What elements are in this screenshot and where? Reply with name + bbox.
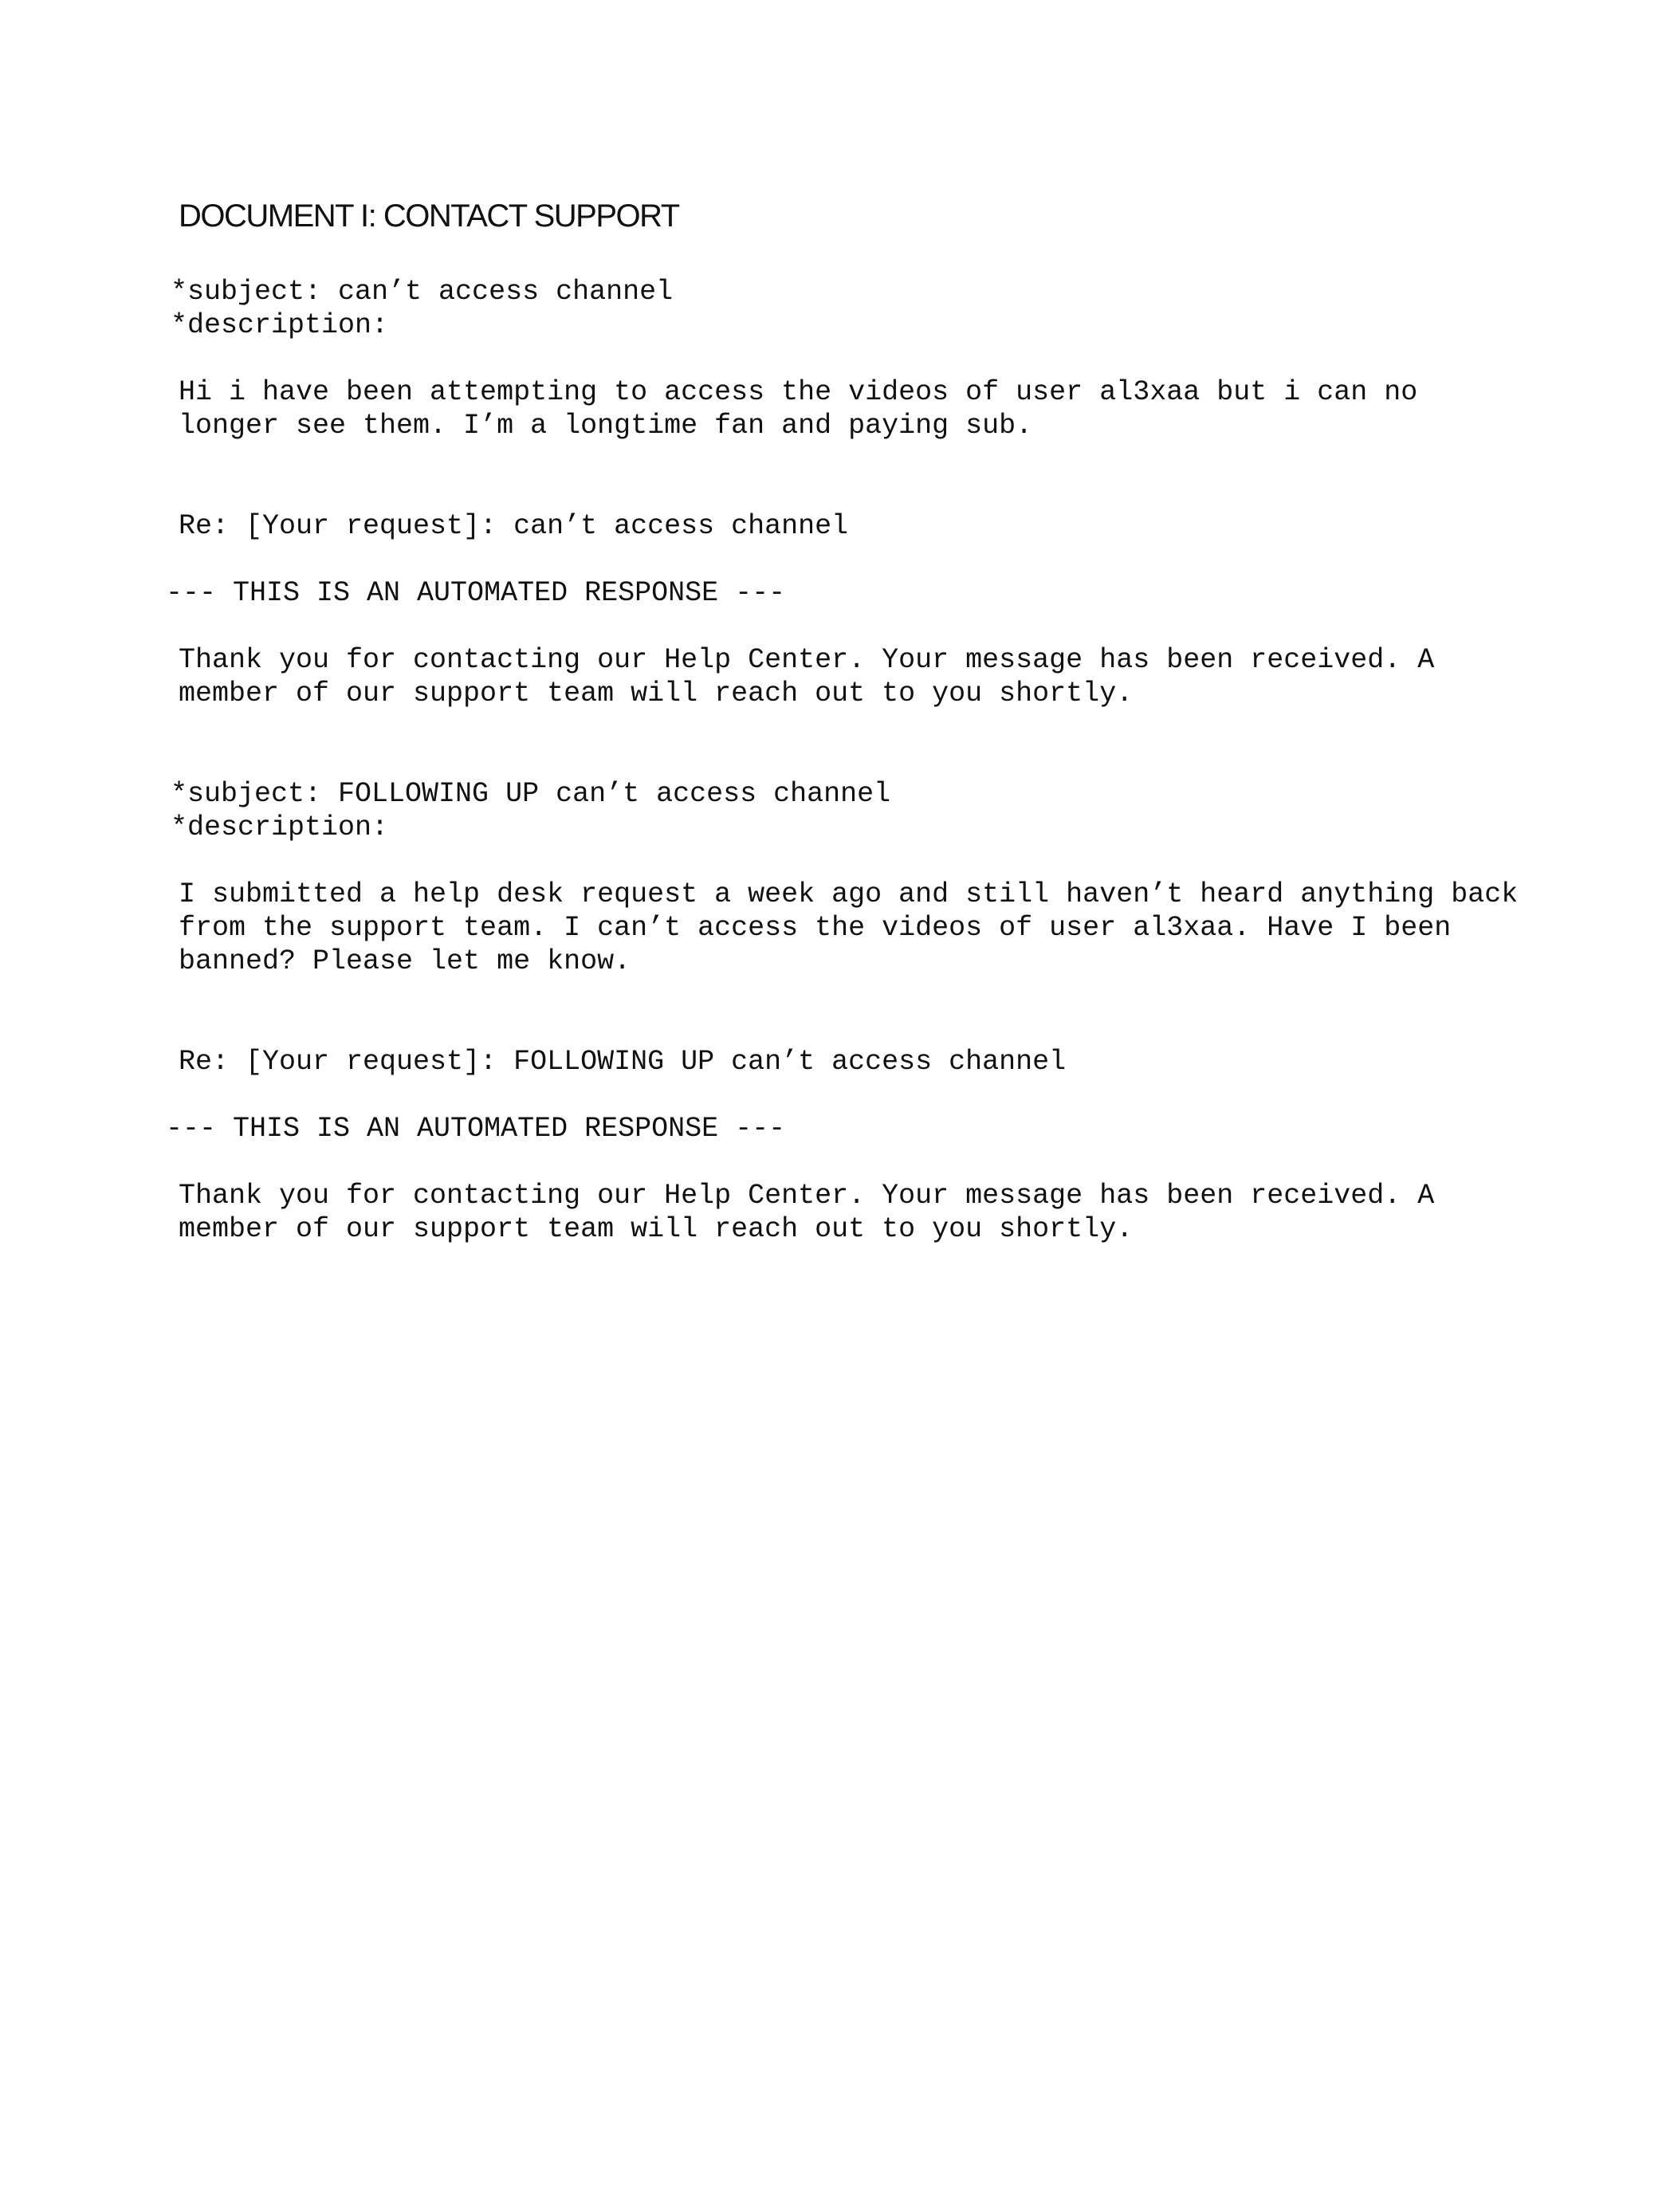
reply-2-subject: Re: [Your request]: FOLLOWING UP can’t access channel — [179, 1046, 1067, 1078]
document-title: DOCUMENT I: CONTACT SUPPORT — [179, 198, 679, 234]
request-2-body-line: banned? Please let me know. — [179, 945, 631, 977]
reply-1-body-line: member of our support team will reach out to you shortly. — [179, 678, 1134, 709]
reply-2-automated-banner: --- THIS IS AN AUTOMATED RESPONSE --- — [166, 1113, 786, 1145]
request-1-description-label: *description: — [171, 309, 389, 341]
reply-1-subject: Re: [Your request]: can’t access channel — [179, 510, 849, 542]
reply-2-body-line: Thank you for contacting our Help Center. Your message has been received. A — [179, 1180, 1435, 1212]
request-2-subject: *subject: FOLLOWING UP can’t access channel — [171, 778, 891, 810]
reply-1-automated-banner: --- THIS IS AN AUTOMATED RESPONSE --- — [166, 577, 786, 609]
request-1-body-line: Hi i have been attempting to access the videos of user al3xaa but i can no — [179, 376, 1418, 408]
request-2-body-line: I submitted a help desk request a week ago and still haven’t heard anything back — [179, 878, 1519, 910]
request-1-body-line: longer see them. I’m a longtime fan and paying sub. — [179, 410, 1033, 442]
request-2-body-line: from the support team. I can’t access the videos of user al3xaa. Have I been — [179, 912, 1452, 944]
request-1-subject: *subject: can’t access channel — [171, 276, 674, 308]
reply-2-body-line: member of our support team will reach out to you shortly. — [179, 1213, 1134, 1245]
request-2-description-label: *description: — [171, 811, 389, 843]
reply-1-body-line: Thank you for contacting our Help Center. Your message has been received. A — [179, 644, 1435, 676]
